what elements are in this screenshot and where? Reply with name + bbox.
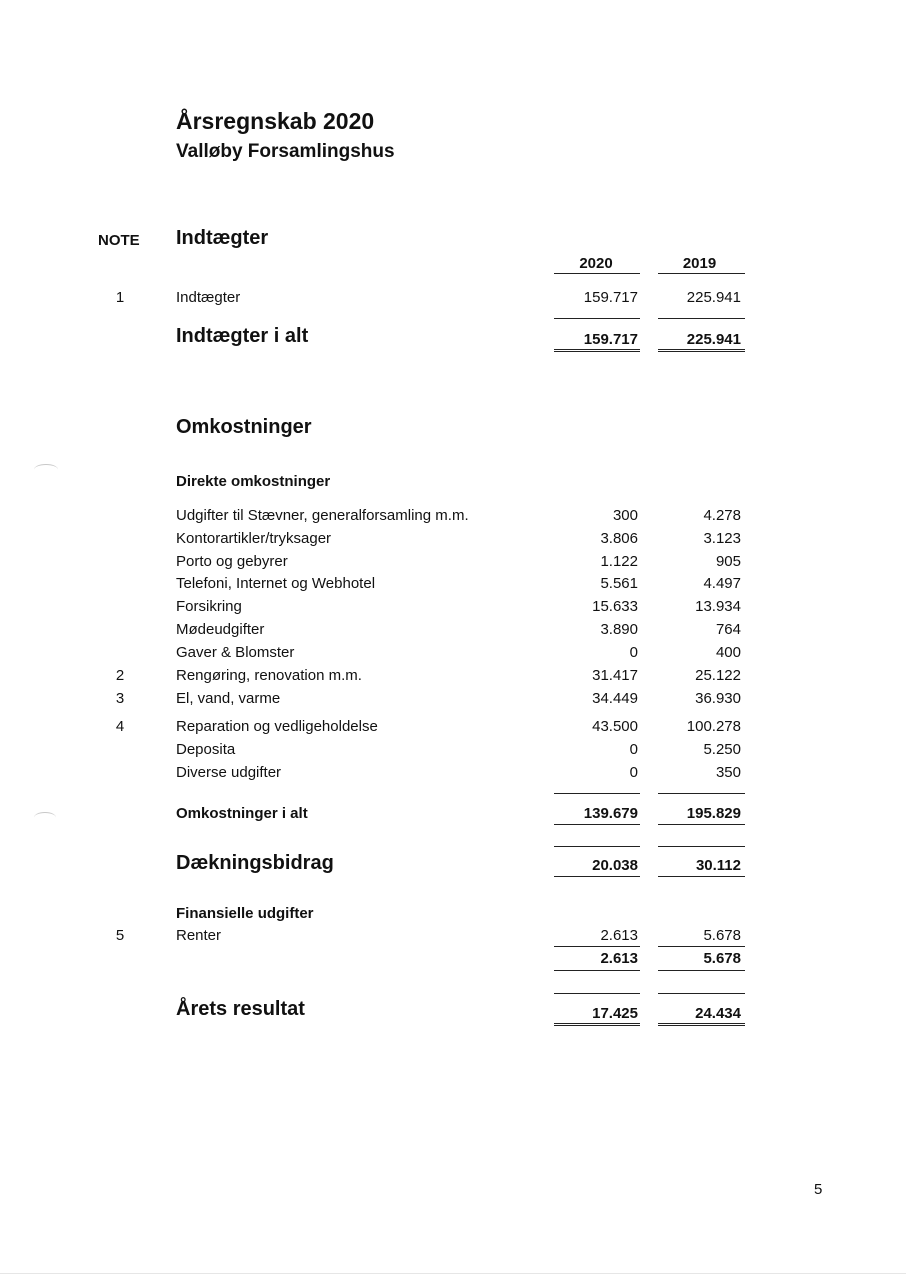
income-row-label: Indtægter [176, 289, 241, 306]
finance-row-note: 5 [115, 927, 125, 944]
direct-costs-heading: Direkte omkostninger [176, 473, 331, 490]
contribution-underline-2020 [554, 876, 640, 877]
contribution-underline-2019 [658, 876, 745, 877]
costs-total-2019: 195.829 [686, 805, 741, 822]
year-underline-2020 [554, 273, 640, 274]
income-row-2019: 225.941 [686, 289, 741, 306]
scan-edge [0, 1273, 906, 1274]
cost-row-2019: 764 [715, 621, 741, 638]
income-total-double-rule-2020 [554, 349, 640, 352]
cost-row-2019: 36.930 [695, 690, 741, 707]
cost-row-2020: 3.806 [600, 530, 638, 547]
income-total-2019: 225.941 [686, 331, 741, 348]
finance-row-2020: 2.613 [600, 927, 638, 944]
cost-row-label: Udgifter til Stævner, generalforsamling m.m. [176, 507, 469, 524]
finance-rule-2020 [554, 946, 640, 947]
contribution-rule-2019 [658, 846, 745, 847]
cost-row-2020: 0 [629, 741, 638, 758]
cost-row-label: Telefoni, Internet og Webhotel [176, 575, 376, 592]
finance-row-2019: 5.678 [703, 927, 741, 944]
cost-row-note: 4 [115, 718, 125, 735]
cost-row-2020: 0 [629, 644, 638, 661]
result-2019: 24.434 [695, 1005, 741, 1022]
finance-subtotal-underline-2019 [658, 970, 745, 971]
cost-row-label: El, vand, varme [176, 690, 281, 707]
document-title: Årsregnskab 2020 [176, 108, 375, 134]
cost-row-2019: 100.278 [686, 718, 741, 735]
finance-subtotal-2020: 2.613 [600, 950, 638, 967]
contribution-2019: 30.112 [695, 857, 741, 874]
result-rule-2020 [554, 993, 640, 994]
cost-row-2020: 0 [629, 764, 638, 781]
cost-row-note: 2 [115, 667, 125, 684]
cost-row-2019: 905 [715, 553, 741, 570]
cost-row-2020: 3.890 [600, 621, 638, 638]
contribution-2020: 20.038 [592, 857, 638, 874]
costs-total-label: Omkostninger i alt [176, 805, 308, 822]
cost-row-label: Deposita [176, 741, 236, 758]
finance-subtotal-2019: 5.678 [703, 950, 741, 967]
cost-row-2020: 1.122 [600, 553, 638, 570]
organization-name: Valløby Forsamlingshus [176, 141, 395, 162]
contribution-rule-2020 [554, 846, 640, 847]
income-total-label: Indtægter i alt [176, 325, 309, 347]
year-header-2020: 2020 [579, 255, 613, 272]
income-rule-2020 [554, 318, 640, 319]
cost-row-2019: 13.934 [695, 598, 741, 615]
costs-rule-2019 [658, 793, 745, 794]
finance-rule-2019 [658, 946, 745, 947]
result-2020: 17.425 [592, 1005, 638, 1022]
cost-row-note: 3 [115, 690, 125, 707]
finance-row-label: Renter [176, 927, 222, 944]
page-number: 5 [814, 1181, 823, 1198]
result-rule-2019 [658, 993, 745, 994]
costs-total-underline-2019 [658, 824, 745, 825]
income-rule-2019 [658, 318, 745, 319]
result-double-rule-2019 [658, 1023, 745, 1026]
result-label: Årets resultat [176, 998, 305, 1020]
cost-row-label: Rengøring, renovation m.m. [176, 667, 362, 684]
cost-row-2019: 3.123 [703, 530, 741, 547]
scan-mark [34, 812, 56, 823]
cost-row-label: Mødeudgifter [176, 621, 265, 638]
scan-mark [34, 464, 58, 475]
cost-row-label: Gaver & Blomster [176, 644, 295, 661]
costs-rule-2020 [554, 793, 640, 794]
income-heading: Indtægter [176, 227, 269, 249]
income-total-2020: 159.717 [583, 331, 638, 348]
cost-row-2019: 4.497 [703, 575, 741, 592]
income-row-2020: 159.717 [583, 289, 638, 306]
cost-row-label: Forsikring [176, 598, 242, 615]
year-header-2019: 2019 [682, 255, 717, 272]
cost-row-2019: 5.250 [703, 741, 741, 758]
cost-row-2019: 400 [715, 644, 741, 661]
cost-row-label: Porto og gebyrer [176, 553, 288, 570]
cost-row-2019: 25.122 [695, 667, 741, 684]
cost-row-2020: 300 [612, 507, 638, 524]
year-underline-2019 [658, 273, 745, 274]
cost-row-2020: 5.561 [600, 575, 638, 592]
income-total-double-rule-2019 [658, 349, 745, 352]
cost-row-label: Reparation og vedligeholdelse [176, 718, 378, 735]
note-column-header: NOTE [98, 232, 140, 249]
result-double-rule-2020 [554, 1023, 640, 1026]
cost-row-2020: 15.633 [592, 598, 638, 615]
cost-row-label: Diverse udgifter [176, 764, 282, 781]
income-row-note: 1 [115, 289, 125, 306]
costs-total-2020: 139.679 [583, 805, 638, 822]
cost-row-2020: 31.417 [592, 667, 638, 684]
cost-row-2020: 34.449 [592, 690, 638, 707]
finance-subtotal-underline-2020 [554, 970, 640, 971]
costs-total-underline-2020 [554, 824, 640, 825]
cost-row-2019: 350 [715, 764, 741, 781]
cost-row-label: Kontorartikler/tryksager [176, 530, 332, 547]
contribution-label: Dækningsbidrag [176, 852, 334, 874]
finance-heading: Finansielle udgifter [176, 905, 314, 922]
cost-row-2019: 4.278 [703, 507, 741, 524]
cost-row-2020: 43.500 [592, 718, 638, 735]
costs-heading: Omkostninger [176, 416, 312, 438]
